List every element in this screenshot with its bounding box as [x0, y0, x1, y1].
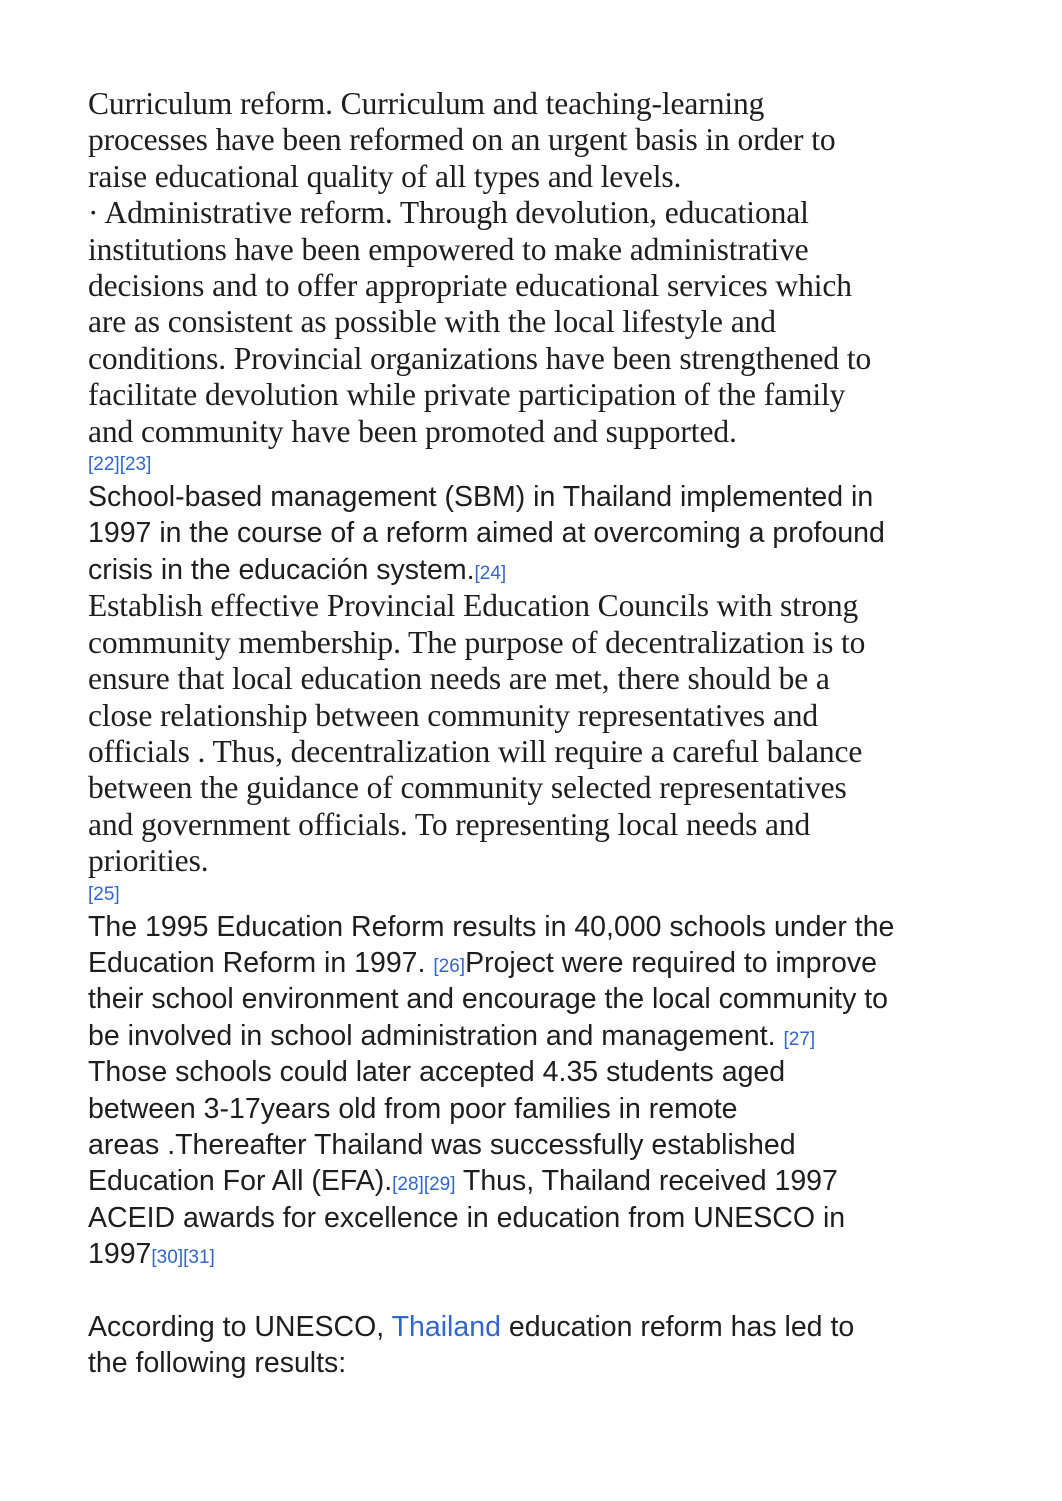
- text-line: areas .Thereafter Thailand was successfully established: [88, 1128, 796, 1161]
- text-line: [88, 1309, 988, 1345]
- link-thailand[interactable]: Thailand: [391, 1310, 501, 1343]
- text-line: raise educational quality of all types and levels.: [88, 158, 682, 194]
- text-line: institutions have been empowered to make administrative: [88, 231, 809, 267]
- citation-25[interactable]: [25]: [88, 883, 120, 905]
- text-line: the following results:: [88, 1347, 347, 1379]
- text-line: ACEID awards for excellence in education from UNESCO in: [88, 1201, 846, 1234]
- text-segment: crisis in the educación system.: [88, 553, 475, 586]
- text-line: ensure that local education needs are met, there should be a: [88, 661, 830, 697]
- text-line: School-based management (SBM) in Thailand implemented in: [88, 481, 874, 514]
- citation-22-23[interactable]: [22][23]: [88, 454, 152, 476]
- paragraph-education-reform-results: [88, 909, 988, 1273]
- text-line: priorities.: [88, 843, 209, 879]
- text-line: · Administrative reform. Through devolution, educational: [88, 195, 809, 231]
- text-line: [88, 1236, 988, 1272]
- text-line: between the guidance of community selected representatives: [88, 770, 847, 806]
- paragraph-unesco-results: [88, 1309, 988, 1382]
- text-line: close relationship between community representatives and: [88, 697, 819, 733]
- text-line: and community have been promoted and supported.: [88, 413, 737, 449]
- document-page: [88, 86, 988, 1381]
- text-segment: Education For All (EFA).: [88, 1165, 393, 1198]
- paragraph-provincial-councils: [88, 588, 988, 879]
- text-line: processes have been reformed on an urgent basis in order to: [88, 122, 836, 158]
- text-line: their school environment and encourage the local community to: [88, 983, 889, 1016]
- text-segment: 1997: [88, 1238, 152, 1271]
- citation-28-29[interactable]: [28][29]: [392, 1174, 456, 1196]
- text-line: [88, 1018, 988, 1054]
- text-line: and government officials. To representing local needs and: [88, 806, 811, 842]
- text-segment: education reform has led to: [500, 1310, 855, 1343]
- text-segment: Thus, Thailand received 1997: [455, 1165, 838, 1198]
- paragraph-spacer: [88, 1273, 988, 1309]
- citation-30-31[interactable]: [30][31]: [151, 1247, 215, 1269]
- paragraph-school-based-management: [88, 479, 988, 588]
- text-line: officials . Thus, decentralization will require a careful balance: [88, 733, 863, 769]
- text-line: Curriculum reform. Curriculum and teaching-learning: [88, 86, 765, 121]
- text-line: facilitate devolution while private participation of the family: [88, 377, 846, 413]
- text-line: are as consistent as possible with the local lifestyle and: [88, 304, 776, 340]
- citation-24[interactable]: [24]: [474, 562, 507, 584]
- citation-27[interactable]: [27]: [783, 1028, 816, 1050]
- text-line: 1997 in the course of a reform aimed at overcoming a profound: [88, 517, 885, 550]
- paragraph-curriculum-admin-reform: [88, 86, 988, 450]
- text-line: [88, 1163, 988, 1199]
- text-line: decisions and to offer appropriate educational services which: [88, 268, 852, 304]
- text-line: between 3-17years old from poor families in remote: [88, 1092, 738, 1125]
- text-segment: be involved in school administration and management.: [88, 1019, 784, 1052]
- text-line: [88, 552, 988, 588]
- text-line: Those schools could later accepted 4.35 students aged: [88, 1056, 786, 1089]
- text-line: [88, 945, 988, 981]
- text-segment: Education Reform in 1997.: [88, 946, 434, 979]
- text-line: Establish effective Provincial Education Councils with strong: [88, 588, 859, 624]
- text-segment: Project were required to improve: [465, 946, 877, 979]
- citation-26[interactable]: [26]: [433, 955, 466, 977]
- text-line: The 1995 Education Reform results in 40,000 schools under the: [88, 910, 895, 943]
- text-line: community membership. The purpose of decentralization is to: [88, 624, 866, 660]
- text-segment: According to UNESCO,: [88, 1310, 392, 1343]
- text-line: conditions. Provincial organizations have been strengthened to: [88, 340, 872, 376]
